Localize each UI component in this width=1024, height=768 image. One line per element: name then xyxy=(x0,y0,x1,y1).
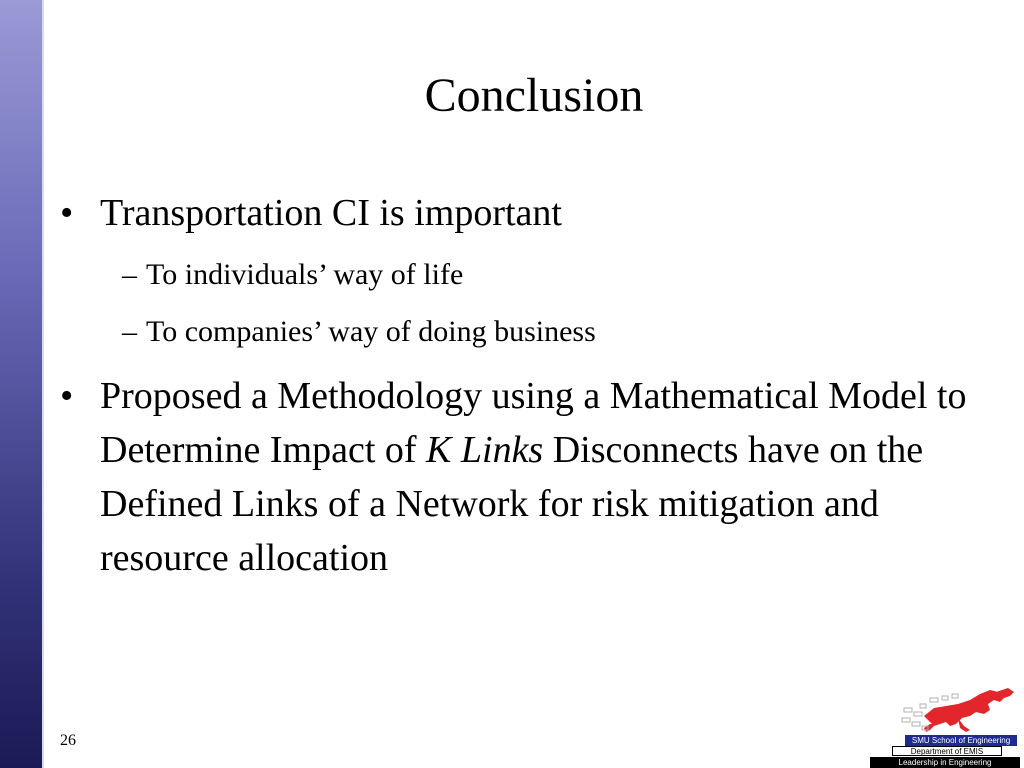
dash-mark: – xyxy=(122,315,137,348)
bullet-2-text-start: Proposed a Methodology using a Mathematical Model to Determine Impact of xyxy=(100,375,967,471)
bullet-1-text: Transportation CI is important xyxy=(100,192,562,234)
logo-school-band: SMU School of Engineering xyxy=(905,735,1017,746)
side-bar-decoration xyxy=(0,0,42,768)
bullet-2-text-end: Disconnects have on the Defined Links of a Network for risk mitigation and resource allocation xyxy=(100,429,924,579)
bullet-2-text-italic: K Links xyxy=(426,429,544,471)
bullet-mark: • xyxy=(60,375,74,417)
bullet-1 xyxy=(60,186,980,240)
bullet-2-text xyxy=(100,369,980,585)
sub-bullet-2 xyxy=(122,312,982,352)
bullet-mark: • xyxy=(60,192,74,234)
smu-mustang-logo xyxy=(900,686,1020,734)
sub-bullet-2-text: To companies’ way of doing business xyxy=(146,315,596,348)
slide-title: Conclusion xyxy=(424,69,644,122)
logo-tagline-band: Leadership in Engineering xyxy=(870,757,1020,768)
dash-mark: – xyxy=(122,258,137,291)
bullet-2 xyxy=(60,369,980,585)
mustang-icon xyxy=(924,688,1014,732)
logo-department-band: Department of EMIS xyxy=(892,746,1002,756)
page-number: 26 xyxy=(60,732,76,749)
sub-bullet-1-text: To individuals’ way of life xyxy=(146,258,464,291)
sub-bullet-1 xyxy=(122,255,982,295)
